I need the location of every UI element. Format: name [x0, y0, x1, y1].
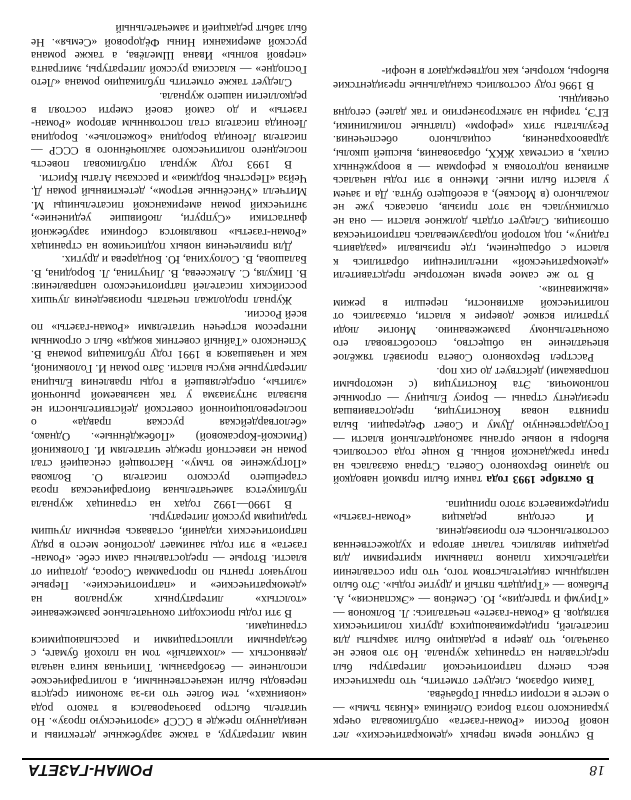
paragraph: В 1990—1992 годах на страницах журнала публикуется замечательная биографическая проза старейшего русского писателя О. Волкова «Погружение во тьму». Настоящей сенсацией стал роман не известной прежде читателям И. Головкиной (Римской-Корсаковой) «Побеждённые». Однако, «белогвардейская русская правда» о послереволюционной советской действительности не вызвала энтузиазма у так называемой рыночной «элиты», определявшей в годы правления Ельцина литературные вкусы власти. Зато роман И. Головкиной, как и начавшаяся в 1991 году публикация романа В. Успенского «Тайный советник вождя» был с огромным интересом встречен читателями «Роман-газеты» по всей России.: [31, 307, 307, 511]
paragraph: И сегодня редакция «Роман-газеты» придерживается этого принципа.: [333, 497, 609, 525]
paragraph: В смутное время первых «демократических» лет новой России «Роман-газета» опубликовала очерк украинского поэта Бориса Олейника «Князь тьмы» — о месте в истории страны Горбачёва.: [333, 688, 609, 742]
paragraph-with-lead: [333, 364, 609, 486]
paragraph-body: танки были прямой наводкой по зданию Верховного Совета. Страна оказалась на грани гражданской войны. В конце года состоялись выборы в новые органы законодательной власти — Государственную Думу и Совет Федерации. Была принята новая Конституция, предоставившая президенту страны — Борису Ельцину — огромные полномочия. Эта Конституция (с некоторыми поправками) действует до сих пор.: [333, 364, 609, 487]
paragraph: В 1993 году журнал опубликовал повесть последнего политического заключённого в СССР — писателя Леонида Бородина «Божеполье». Бородина Леонида писателя стал постоянным автором «Роман-газеты» и до самой своей смерти состоял в редколлегии нашего журнала.: [31, 90, 307, 172]
left-column: [333, 10, 609, 742]
paragraph: Расстрел Верховного Совета произвёл тяжёлое впечатление на общество, способствовал его окончательному размежеванию. Многие люди утратили всякое доверие к власти, отказались от политической активности, перешли в режим «выживания».: [333, 283, 609, 364]
paragraph: ниям литературу, а также зарубежные детективы и невиданную прежде в СССР «эротическую прозу». Но читатель быстро разочаровался в такого рода «новинках», тем более что из-за экономии средств переводы были некачественными, а полиграфическое исполнение — безобразным. Типичная книга начала девяностых — «лохматый» том на плохой бумаге, с бездарными иллюстрациями и рассыпающимися страницами.: [31, 620, 307, 742]
paragraph: В эти годы происходит окончательное размежевание «толстых» литературных журналов на «демократические» и «патриотические». Первые получают гранты по программам Сороса, дотации от власти. Вторые — предоставлены сами себе. «Роман-газета» в эти годы занимает достойное место в ряду патриотических изданий, оставаясь верными лучшим традициям русской литературы.: [31, 511, 307, 620]
running-head: [22, 758, 609, 784]
paragraph: Журнал продолжал печатать произведения лучших российских писателей патриотического направления: В. Пикуля, С. Алексеева, В. Личутина, Л. Бородина, В. Балашова, В. Солоухина, Ю. Бондарева и других.: [31, 253, 307, 307]
paragraph-lead-in: В октябре 1993 года: [486, 473, 594, 487]
paragraph: Таким образом, следует отметить, что практически весь спектр патриотической литературы был представлен на страницах журнала. Но это вовсе не означало, что двери в редакцию были закрыты для писателей, придерживающихся других политических взглядов. В «Роман-газете» печатались: Л. Волконов — «Триумф и трагедия», Ю. Семёнов — «Экспансия», А. Рыбаков — «Тридцать пятый и другие годы». Это было наглядным свидетельством того, что при составлении издательских планов главными критериями для редакции являлись талант автора и художественная состоятельность его произведения.: [333, 525, 609, 688]
publication-masthead: РОМАН-ГАЗЕТА: [28, 761, 153, 779]
paragraph: В 1996 году состоялись скандальные президентские выборы, которые, как подтверждают в неофи-: [333, 65, 609, 93]
paragraph: Для привлечения новых подписчиков на страницах «Роман-газеты» появляются сборники зарубежной фантастики «Супруги, любившие уединение», энтический роман американской писательницы М. Митчелл «Унесённые ветром», детективный роман Д. Чейза «Перстень Борджиа» и рассказы Агаты Кристи.: [31, 171, 307, 253]
page-number: 18: [589, 762, 605, 778]
right-column: [31, 10, 307, 742]
text-columns: [22, 10, 609, 742]
paragraph: В то же самое время некоторые представители «демократической» интеллигенции обратились к власти с обращением, где призывали «раздавить гадину», под которой подразумевалась патриотическая оппозиция. Следует отдать должное власти — она не откликнулась на этот призыв, опасаясь уже не локального (в Москве), а всеобщего бунта. Да и зачем у власти были иные. Именно в эти годы началась активная подготовка к реформам — в вооружённых силах, в системах ЖКХ, образования, высшей школы, здравоохранения, социального обеспечения. Результаты этих «реформ» (платные поликлиники, ЕГЭ, тарифы на электроэнергию и так далее) сегодня очевидны.: [333, 92, 609, 283]
paragraph: Следует также отметить публикацию романа «Лето Господне» — классика русской литературы, эмигранта «первой волны» Ивана Шмелёва, а также романа русской американки Нины Фёдоровой «Семья». Не был забыт редакцией и замечательный: [31, 22, 307, 90]
